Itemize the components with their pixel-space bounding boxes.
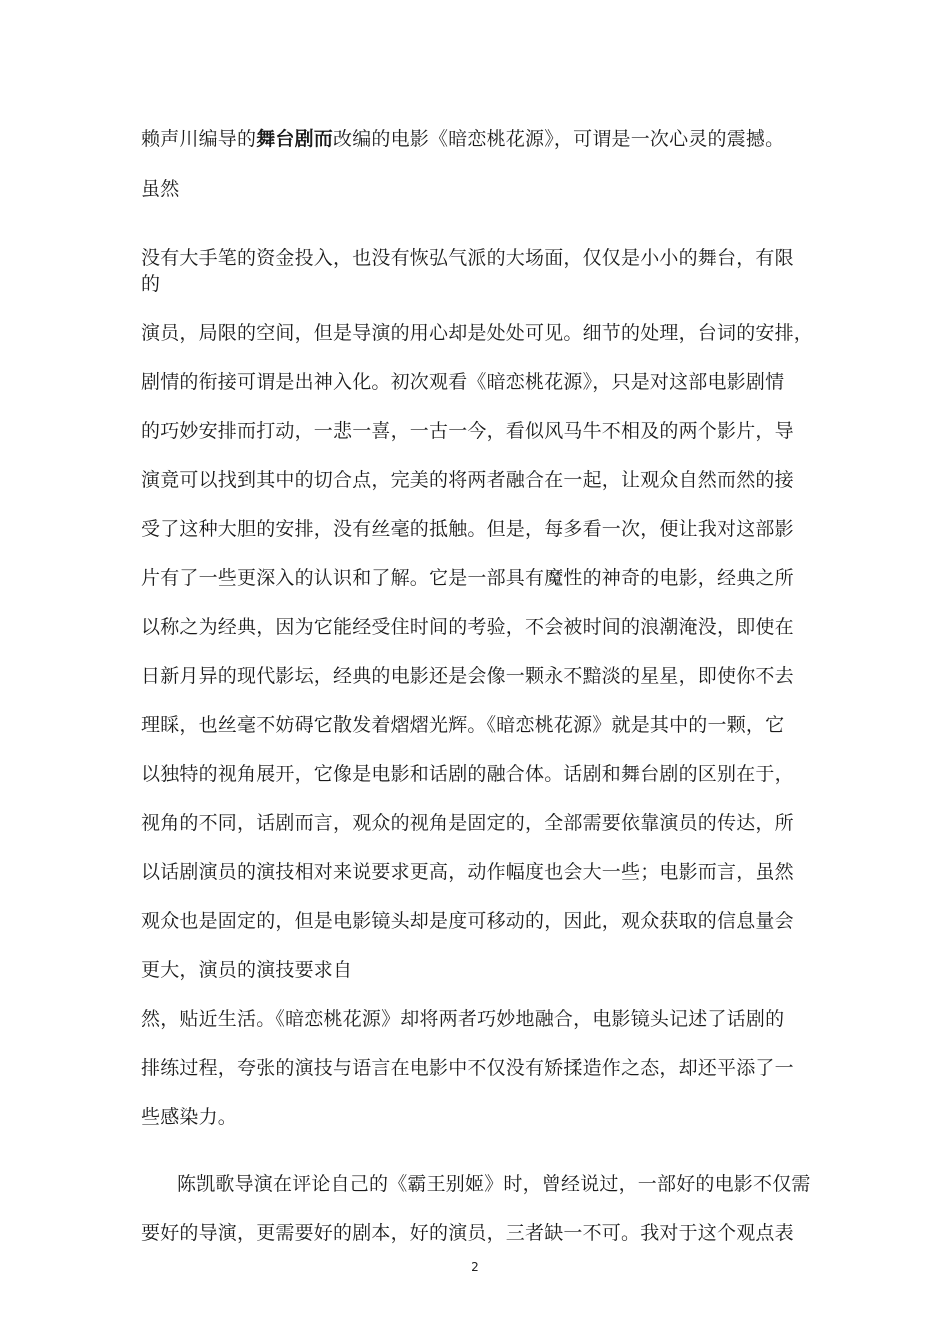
text-line-17: 观众也是固定的，但是电影镜头却是度可移动的，因此，观众获取的信息量会 (141, 910, 794, 932)
text-line-2: 虽然 (141, 178, 180, 200)
text-line-13: 理睬，也丝毫不妨碍它散发着熠熠光辉。《暗恋桃花源》就是其中的一颗，它 (141, 714, 785, 736)
text-line-14: 以独特的视角展开，它像是电影和话剧的融合体。话剧和舞台剧的区别在于， (141, 763, 794, 785)
text-line-18: 更大，演员的演技要求自 (141, 959, 353, 981)
text-line-11: 以称之为经典，因为它能经受住时间的考验，不会被时间的浪潮淹没，即使在 (141, 616, 794, 638)
text-line-1-start: 赖声川编导的 (141, 128, 257, 150)
text-line-16: 以话剧演员的演技相对来说要求更高，动作幅度也会大一些；电影而言，虽然 (141, 861, 794, 883)
text-line-1-end: 改编的电影《暗恋桃花源》，可谓是一次心灵的震撼。 (333, 128, 785, 150)
text-line-1-emphasis: 舞台剧而 (256, 128, 334, 150)
text-line-7: 的巧妙安排而打动，一悲一喜，一古一今，看似风马牛不相及的两个影片，导 (141, 420, 794, 442)
text-line-12: 日新月异的现代影坛，经典的电影还是会像一颗永不黯淡的星星，即使你不去 (141, 665, 794, 687)
text-line-1 (141, 127, 784, 151)
text-line-10: 片有了一些更深入的认识和了解。它是一部具有魔性的神奇的电影，经典之所 (141, 567, 794, 589)
text-line-6: 剧情的衔接可谓是出神入化。初次观看《暗恋桃花源》，只是对这部电影剧情 (141, 371, 785, 393)
text-line-5: 演员，局限的空间，但是导演的用心却是处处可见。细节的处理，台词的安排， (141, 322, 814, 344)
text-line-9: 受了这种大胆的安排，没有丝毫的抵触。但是，每多看一次，便让我对这部影 (141, 518, 794, 540)
text-line-22: 陈凯歌导演在评论自己的《霸王别姬》时，曾经说过，一部好的电影不仅需 (177, 1173, 811, 1195)
text-line-20: 排练过程，夸张的演技与语言在电影中不仅没有矫揉造作之态，却还平添了一 (141, 1057, 794, 1079)
text-line-19: 然，贴近生活。《暗恋桃花源》却将两者巧妙地融合，电影镜头记述了话剧的 (141, 1008, 785, 1030)
text-line-23: 要好的导演，更需要好的剧本，好的演员，三者缺一不可。我对于这个观点表 (141, 1222, 794, 1244)
text-line-8: 演竟可以找到其中的切合点，完美的将两者融合在一起，让观众自然而然的接 (141, 469, 794, 491)
text-line-21: 些感染力。 (141, 1106, 238, 1128)
text-line-3: 没有大手笔的资金投入，也没有恢弘气派的大场面，仅仅是小小的舞台，有限 (141, 247, 794, 269)
page-number: 2 (471, 1260, 479, 1274)
text-line-4: 的 (141, 273, 161, 295)
text-line-15: 视角的不同，话剧而言，观众的视角是固定的，全部需要依靠演员的传达，所 (141, 812, 794, 834)
